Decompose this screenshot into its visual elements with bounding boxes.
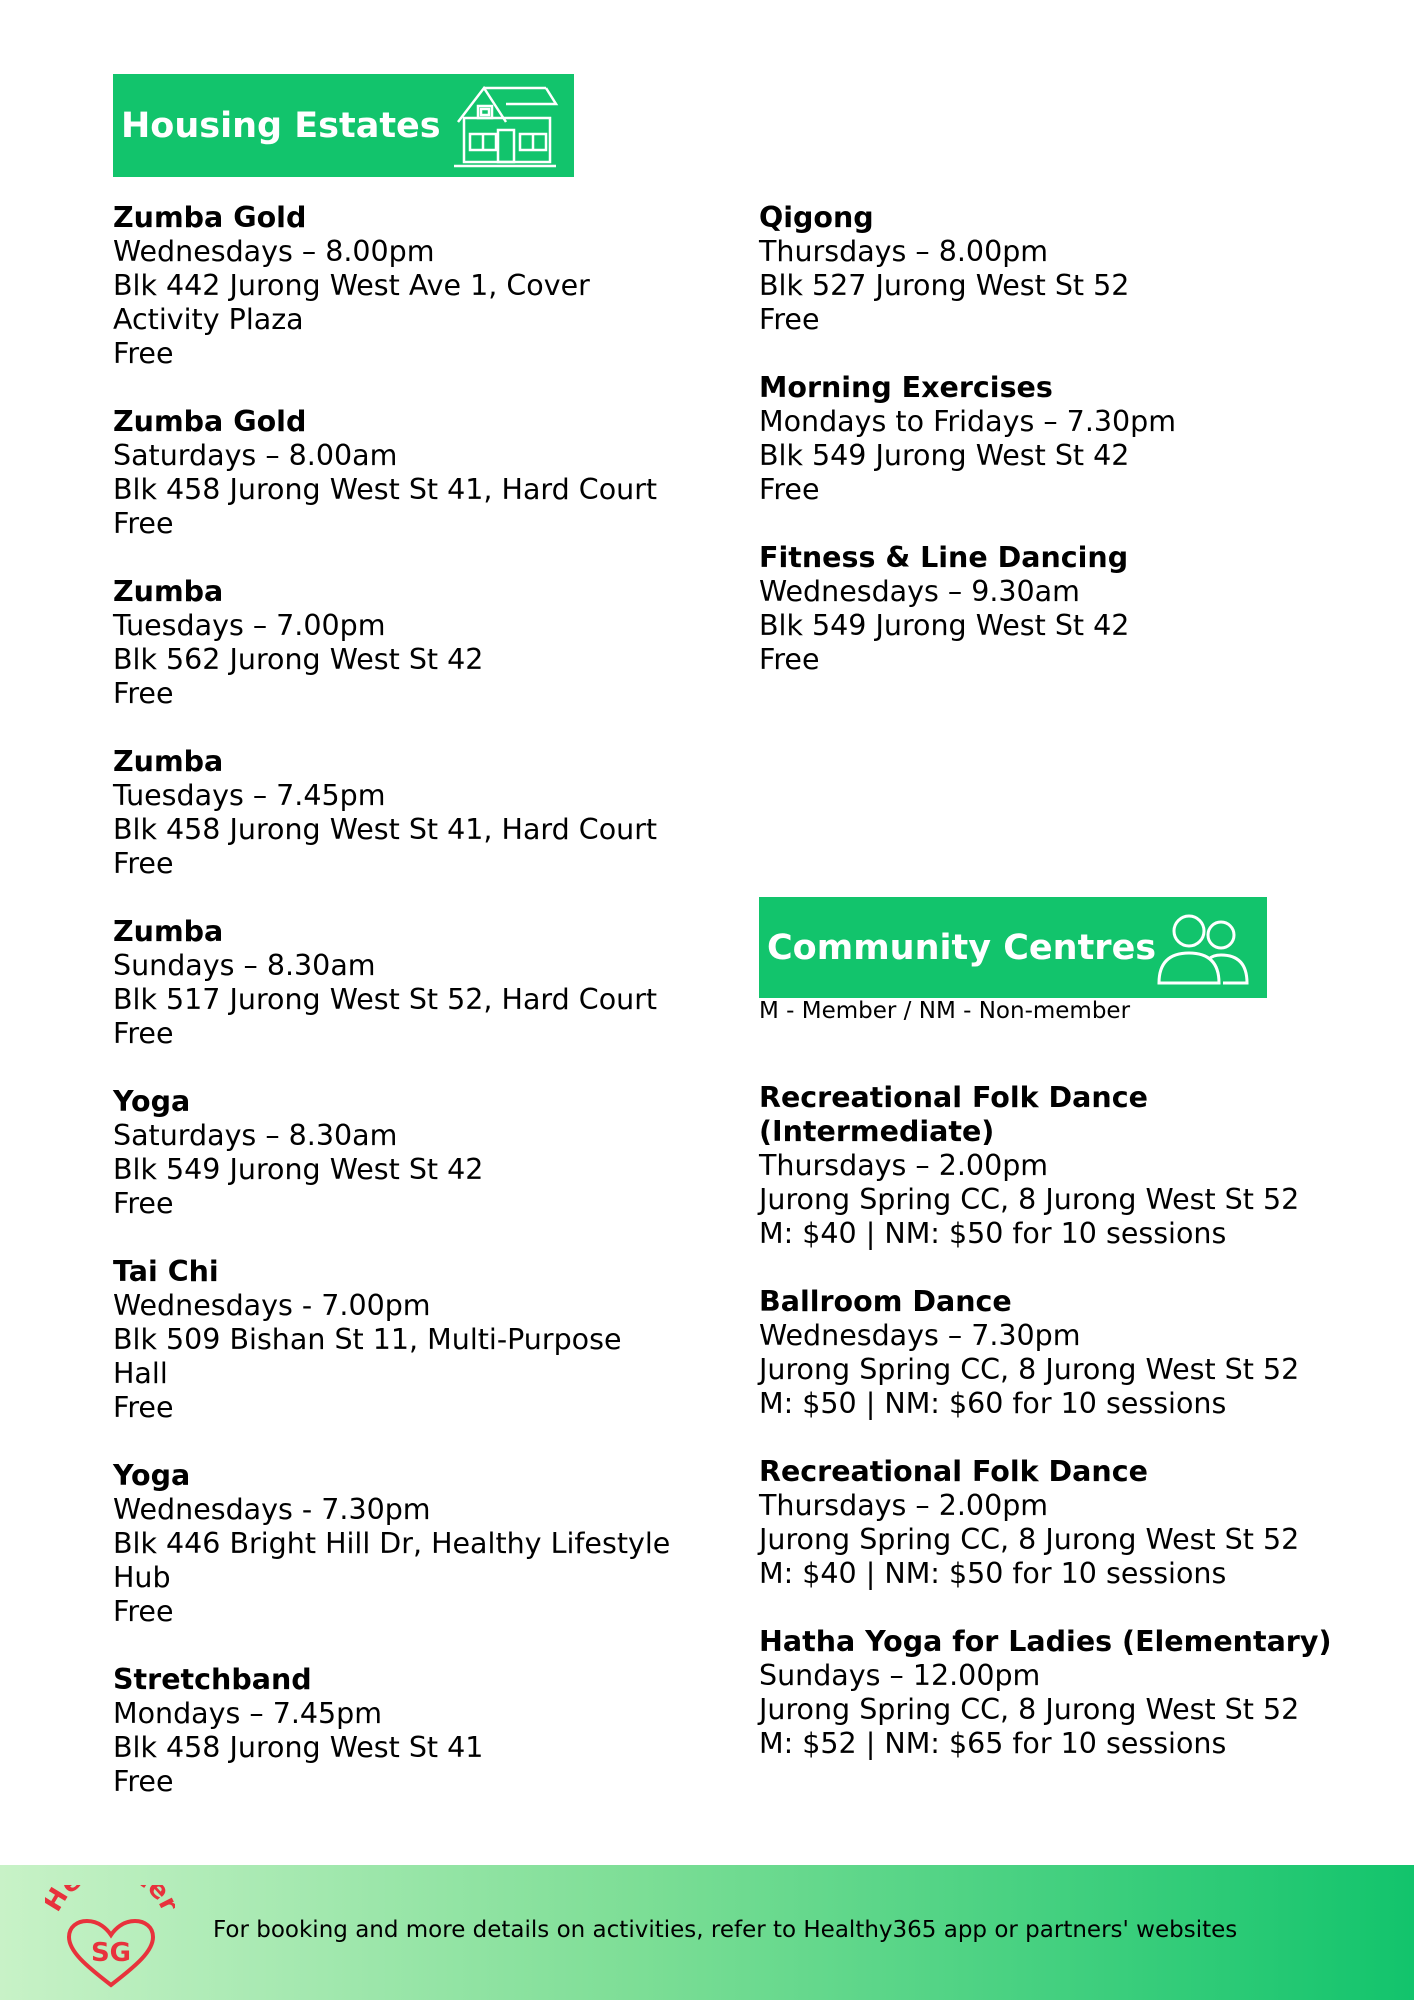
activity-item (113, 201, 673, 371)
activity-location: Blk 517 Jurong West St 52, Hard Court (113, 983, 658, 1016)
activity-fee: Free (113, 1595, 174, 1628)
activity-item (113, 1459, 673, 1629)
activity-item (113, 575, 673, 711)
activity-item (759, 1285, 1379, 1421)
activity-name: Fitness & Line Dancing (759, 541, 1129, 574)
activity-item (759, 1625, 1379, 1761)
activity-location: Blk 458 Jurong West St 41 (113, 1731, 484, 1764)
activity-fee: M: $40 | NM: $50 for 10 sessions (759, 1217, 1227, 1250)
healthier-sg-logo (45, 1885, 175, 1990)
activity-item (113, 405, 673, 541)
activity-location: Blk 509 Bishan St 11, Multi-Purpose Hall (113, 1323, 622, 1390)
activity-item (759, 541, 1319, 677)
activity-time: Thursdays – 2.00pm (759, 1489, 1049, 1522)
activity-name: Tai Chi (113, 1255, 219, 1288)
community-centres-title: Community Centres (767, 927, 1157, 968)
activity-name: Recreational Folk Dance (Intermediate) (759, 1081, 1148, 1148)
activity-fee: Free (759, 473, 820, 506)
activity-name: Zumba Gold (113, 201, 307, 234)
activity-location: Blk 527 Jurong West St 52 (759, 269, 1130, 302)
community-list (759, 1081, 1379, 1795)
activity-location: Blk 446 Bright Hill Dr, Healthy Lifestyle Hub (113, 1527, 671, 1594)
activity-name: Recreational Folk Dance (759, 1455, 1148, 1488)
activity-item (113, 1255, 673, 1425)
housing-estates-title: Housing Estates (121, 105, 441, 146)
activity-fee: Free (113, 847, 174, 880)
activity-fee: Free (113, 1187, 174, 1220)
activity-item (759, 201, 1319, 337)
activity-location: Blk 549 Jurong West St 42 (759, 439, 1130, 472)
activity-name: Zumba (113, 915, 224, 948)
activity-name: Zumba Gold (113, 405, 307, 438)
activity-item (759, 1081, 1379, 1251)
activity-time: Mondays – 7.45pm (113, 1697, 383, 1730)
activity-time: Mondays to Fridays – 7.30pm (759, 405, 1176, 438)
activity-name: Zumba (113, 575, 224, 608)
activity-time: Sundays – 12.00pm (759, 1659, 1041, 1692)
activity-fee: Free (113, 337, 174, 370)
people-icon (1153, 907, 1253, 991)
activity-name: Ballroom Dance (759, 1285, 1012, 1318)
activity-time: Sundays – 8.30am (113, 949, 376, 982)
activity-item (113, 915, 673, 1051)
activity-time: Thursdays – 8.00pm (759, 235, 1049, 268)
housing-list-left (113, 201, 673, 1833)
community-centres-banner (759, 897, 1267, 998)
activity-fee: Free (113, 677, 174, 710)
activity-time: Wednesdays - 7.00pm (113, 1289, 431, 1322)
activity-name: Morning Exercises (759, 371, 1053, 404)
activity-time: Saturdays – 8.30am (113, 1119, 398, 1152)
activity-item (113, 1085, 673, 1221)
activity-time: Tuesdays – 7.00pm (113, 609, 386, 642)
activity-location: Jurong Spring CC, 8 Jurong West St 52 (759, 1183, 1300, 1216)
activity-fee: Free (113, 1017, 174, 1050)
activity-time: Wednesdays – 9.30am (759, 575, 1080, 608)
activity-location: Blk 458 Jurong West St 41, Hard Court (113, 473, 658, 506)
member-legend: M - Member / NM - Non-member (759, 998, 1131, 1024)
activity-time: Thursdays – 2.00pm (759, 1149, 1049, 1182)
activity-time: Saturdays – 8.00am (113, 439, 398, 472)
activity-time: Wednesdays – 7.30pm (759, 1319, 1081, 1352)
footer-text: For booking and more details on activities, refer to Healthy365 app or partners' websites (213, 1917, 1238, 1943)
activity-location: Blk 549 Jurong West St 42 (759, 609, 1130, 642)
activity-fee: Free (759, 643, 820, 676)
activity-location: Jurong Spring CC, 8 Jurong West St 52 (759, 1693, 1300, 1726)
activity-name: Qigong (759, 201, 874, 234)
activity-item (759, 371, 1319, 507)
activity-name: Stretchband (113, 1663, 312, 1696)
activity-time: Wednesdays – 8.00pm (113, 235, 435, 268)
activity-item (759, 1455, 1379, 1591)
activity-item (113, 745, 673, 881)
activity-location: Blk 562 Jurong West St 42 (113, 643, 484, 676)
activity-fee: M: $52 | NM: $65 for 10 sessions (759, 1727, 1227, 1760)
activity-name: Hatha Yoga for Ladies (Elementary) (759, 1625, 1332, 1658)
activity-fee: Free (113, 1765, 174, 1798)
activity-name: Yoga (113, 1459, 191, 1492)
activity-fee: Free (759, 303, 820, 336)
activity-item (113, 1663, 673, 1799)
housing-list-right (759, 201, 1319, 711)
activity-location: Blk 442 Jurong West Ave 1, Cover Activity Plaza (113, 269, 590, 336)
activity-name: Zumba (113, 745, 224, 778)
activity-location: Blk 549 Jurong West St 42 (113, 1153, 484, 1186)
activity-name: Yoga (113, 1085, 191, 1118)
activity-fee: Free (113, 507, 174, 540)
activity-location: Jurong Spring CC, 8 Jurong West St 52 (759, 1353, 1300, 1386)
housing-estates-banner (113, 74, 574, 177)
activity-fee: Free (113, 1391, 174, 1424)
house-icon (450, 82, 560, 174)
activity-time: Tuesdays – 7.45pm (113, 779, 386, 812)
activity-fee: M: $50 | NM: $60 for 10 sessions (759, 1387, 1227, 1420)
activity-location: Blk 458 Jurong West St 41, Hard Court (113, 813, 658, 846)
activity-location: Jurong Spring CC, 8 Jurong West St 52 (759, 1523, 1300, 1556)
footer-bar (0, 1865, 1414, 2000)
activity-fee: M: $40 | NM: $50 for 10 sessions (759, 1557, 1227, 1590)
svg-text:Healthier: e (141, 1885, 175, 1907)
activity-time: Wednesdays - 7.30pm (113, 1493, 431, 1526)
svg-text:SG: SG (90, 1938, 132, 1968)
